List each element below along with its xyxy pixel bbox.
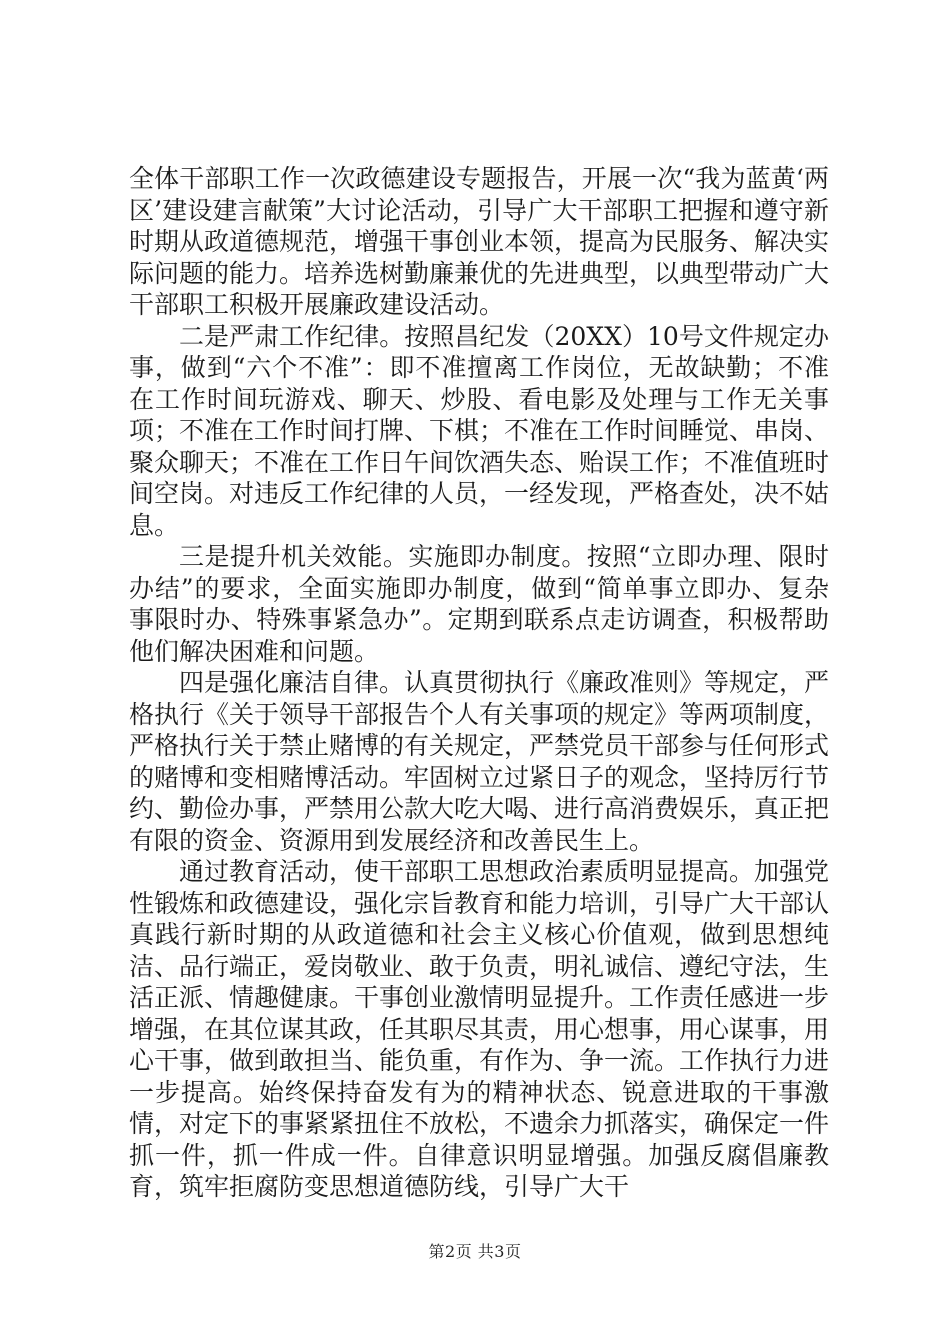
paragraph-education-results: 通过教育活动，使干部职工思想政治素质明显提高。加强党性锻炼和政德建设，强化宗旨教育和能力培训，引导广大干部认真践行新时期的从政道德和社会主义核心价值观，做到思想纯洁、品行端正，爱岗敬业、敢于负责，明礼诚信、遵纪守法，生活正派、情趣健康。干事创业激情明显提升。工作责任感进一步增强，在其位谋其政，任其职尽其责，用心想事，用心谋事，用心干事，做到敢担当、能负重，有作为、争一流。工作执行力进一步提高。始终保持奋发有为的精神状态、锐意进取的干事激情，对定下的事紧紧扭住不放松，不遗余力抓落实，确保定一件抓一件，抓一件成一件。自律意识明显增强。加强反腐倡廉教育，筑牢拒腐防变思想道德防线，引导广大干 [129, 857, 830, 1201]
paragraph-continuation: 全体干部职工作一次政德建设专题报告，开展一次“我为蓝黄‘两区’建设建言献策”大讨论活动，引导广大干部职工把握和遵守新时期从政道德规范，增强干事创业本领，提高为民服务、解决实际问题的能力。培养选树勤廉兼优的先进典型，以典型带动广大干部职工积极开展廉政建设活动。 [129, 164, 830, 319]
document-body [129, 163, 829, 1203]
paragraph-integrity-self-discipline: 四是强化廉洁自律。认真贯彻执行《廉政准则》等规定，严格执行《关于领导干部报告个人有关事项的规定》等两项制度，严格执行关于禁止赌博的有关规定，严禁党员干部参与任何形式的赌博和变相赌博活动。牢固树立过紧日子的观念，坚持厉行节约、勤俭办事，严禁用公款大吃大喝、进行高消费娱乐，真正把有限的资金、资源用到发展经济和改善民生上。 [129, 668, 830, 855]
paragraph-office-efficiency: 三是提升机关效能。实施即办制度。按照“立即办理、限时办结”的要求，全面实施即办制度，做到“简单事立即办、复杂事限时办、特殊事紧急办”。定期到联系点走访调查，积极帮助他们解决困难和问题。 [129, 542, 829, 666]
paragraph-work-discipline: 二是严肃工作纪律。按照昌纪发（20XX）10号文件规定办事，做到“六个不准”：即不准擅离工作岗位，无故缺勤；不准在工作时间玩游戏、聊天、炒股、看电影及处理与工作无关事项；不准在工作时间打牌、下棋；不准在工作时间睡觉、串岗、聚众聊天；不准在工作日午间饮酒失态、贻误工作；不准值班时间空岗。对违反工作纪律的人员，一经发现，严格查处，决不姑息。 [129, 321, 830, 540]
page-number-footer: 第2页 共3页 [428, 1242, 522, 1261]
